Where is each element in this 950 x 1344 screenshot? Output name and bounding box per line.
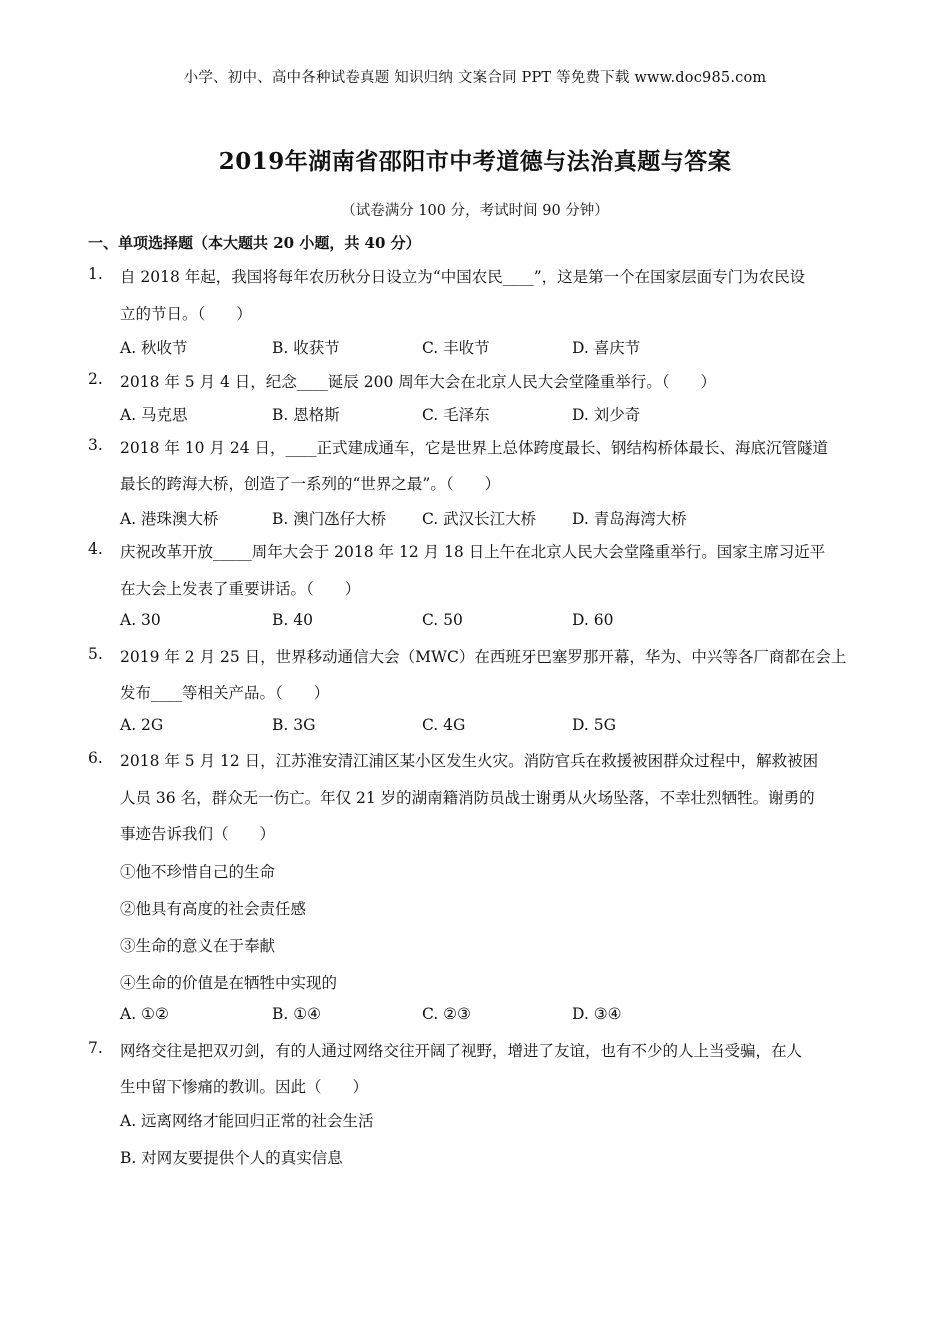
question-text: 2018 年 10 月 24 日，____正式建成通车，它是世界上总体跨度最长、钢结构桥体最长、海底沉管隧道: [120, 439, 829, 457]
option-a: A. 远离网络才能回归正常的社会生活: [120, 1112, 374, 1130]
question-text: 2019 年 2 月 25 日，世界移动通信大会（MWC）在西班牙巴塞罗那开幕，华为、中兴等各厂商都在会上: [120, 648, 847, 666]
question-text: 2018 年 5 月 12 日，江苏淮安清江浦区某小区发生火灾。消防官兵在救援被困群众过程中，解救被困: [120, 752, 819, 770]
question-text: 立的节日。（ ）: [120, 305, 252, 323]
option-a: A. 马克思: [120, 406, 188, 424]
option-d: D. ③④: [572, 1005, 622, 1023]
option-a: A. 2G: [120, 716, 164, 734]
option-d: D. 刘少奇: [572, 406, 641, 424]
statement-3: ③生命的意义在于奉献: [120, 937, 276, 955]
option-b: B. 3G: [272, 716, 316, 734]
option-c: C. 4G: [422, 716, 466, 734]
section-heading: 一、单项选择题（本大题共 20 小题，共 40 分）: [88, 234, 421, 252]
question-text: 生中留下惨痛的教训。因此（ ）: [120, 1078, 369, 1096]
question-number: 3.: [88, 436, 103, 454]
question-number: 4.: [88, 540, 103, 558]
question-text: 庆祝改革开放_____周年大会于 2018 年 12 月 18 日上午在北京人民大会堂隆重举行。国家主席习近平: [120, 543, 826, 561]
question-text: 2018 年 5 月 4 日，纪念____诞辰 200 周年大会在北京人民大会堂隆重举行。（ ）: [120, 373, 716, 391]
question-text: 发布____等相关产品。（ ）: [120, 684, 330, 702]
statement-1: ①他不珍惜自己的生命: [120, 863, 276, 881]
option-b: B. 对网友要提供个人的真实信息: [120, 1149, 343, 1167]
option-a: A. ①②: [120, 1005, 169, 1023]
question-number: 1.: [88, 265, 103, 283]
question-text: 人员 36 名，群众无一伤亡。年仅 21 岁的湖南籍消防员战士谢勇从火场坠落，不幸壮烈牺牲。谢勇的: [120, 789, 815, 807]
option-a: A. 30: [120, 611, 161, 629]
option-b: B. ①④: [272, 1005, 322, 1023]
option-a: A. 港珠澳大桥: [120, 510, 219, 528]
option-b: B. 收获节: [272, 339, 340, 357]
option-b: B. 澳门氹仔大桥: [272, 510, 387, 528]
option-c: C. 武汉长江大桥: [422, 510, 537, 528]
question-text: 事迹告诉我们（ ）: [120, 825, 276, 843]
option-a: A. 秋收节: [120, 339, 188, 357]
option-c: C. ②③: [422, 1005, 471, 1023]
option-b: B. 恩格斯: [272, 406, 340, 424]
question-number: 6.: [88, 749, 103, 767]
option-d: D. 5G: [572, 716, 616, 734]
question-text: 最长的跨海大桥，创造了一系列的“世界之最”。（ ）: [120, 475, 501, 493]
option-c: C. 丰收节: [422, 339, 490, 357]
option-d: D. 青岛海湾大桥: [572, 510, 687, 528]
question-text: 自 2018 年起，我国将每年农历秋分日设立为“中国农民____”，这是第一个在国家层面专门为农民设: [120, 268, 806, 286]
option-c: C. 毛泽东: [422, 406, 490, 424]
site-header-text: 小学、初中、高中各种试卷真题 知识归纳 文案合同 PPT 等免费下载 www.doc985.com: [183, 70, 767, 86]
exam-subtitle: （试卷满分 100 分，考试时间 90 分钟）: [341, 203, 609, 219]
question-number: 2.: [88, 370, 103, 388]
statement-2: ②他具有高度的社会责任感: [120, 900, 307, 918]
question-number: 5.: [88, 645, 103, 663]
question-number: 7.: [88, 1039, 103, 1057]
statement-4: ④生命的价值是在牺牲中实现的: [120, 974, 338, 992]
option-d: D. 喜庆节: [572, 339, 641, 357]
exam-title: 2019年湖南省邵阳市中考道德与法治真题与答案: [218, 148, 732, 175]
option-b: B. 40: [272, 611, 313, 629]
option-c: C. 50: [422, 611, 463, 629]
option-d: D. 60: [572, 611, 614, 629]
question-text: 在大会上发表了重要讲话。（ ）: [120, 580, 361, 598]
question-text: 网络交往是把双刃剑，有的人通过网络交往开阔了视野，增进了友谊，也有不少的人上当受骗，在人: [120, 1042, 803, 1060]
